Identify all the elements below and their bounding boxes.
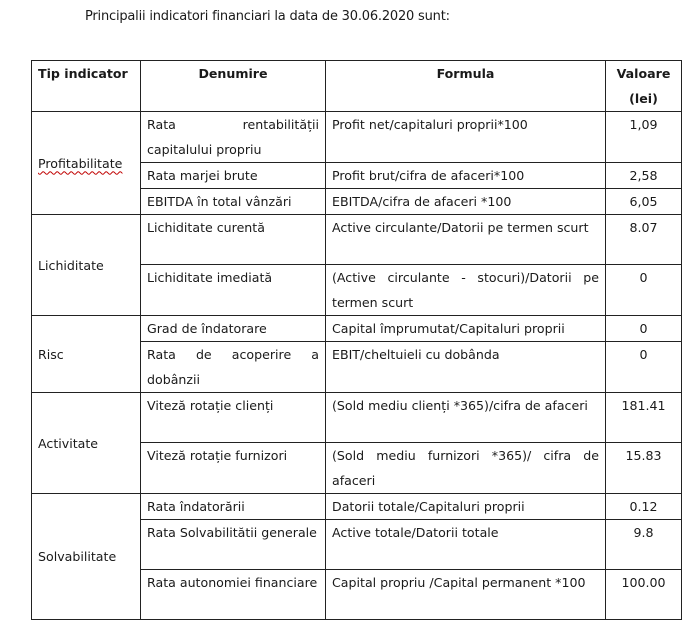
formula-cell: (Active circulante - stocuri)/Datorii pe termen scurt: [326, 265, 606, 316]
value-cell: 2,58: [606, 163, 682, 189]
value-cell: 0.12: [606, 494, 682, 520]
name-cell: EBITDA în total vânzări: [141, 189, 326, 215]
value-cell: 9.8: [606, 520, 682, 570]
value-cell: 0: [606, 265, 682, 316]
name-cell: Lichiditate curentă: [141, 215, 326, 265]
value-cell: 100.00: [606, 570, 682, 620]
value-cell: 0: [606, 316, 682, 342]
table-row: [32, 494, 682, 520]
name-cell: Rata autonomiei financiare: [141, 570, 326, 620]
formula-cell: Capital împrumutat/Capitaluri proprii: [326, 316, 606, 342]
intro-text: Principalii indicatori financiari la data de 30.06.2020 sunt:: [85, 9, 450, 24]
name-cell: Rata îndatorării: [141, 494, 326, 520]
name-cell: Rata marjei brute: [141, 163, 326, 189]
value-cell: 181.41: [606, 393, 682, 443]
formula-cell: Profit net/capitaluri proprii*100: [326, 112, 606, 163]
formula-cell: Active circulante/Datorii pe termen scurt: [326, 215, 606, 265]
table-row: [32, 112, 682, 163]
type-label: Profitabilitate: [38, 155, 123, 171]
name-cell: Rata de acoperire a dobânzii: [141, 342, 326, 393]
name-cell: Rata Solvabilitătii generale: [141, 520, 326, 570]
name-cell: Rata rentabilității capitalului propriu: [141, 112, 326, 163]
table-row: [32, 316, 682, 342]
name-cell: Lichiditate imediată: [141, 265, 326, 316]
name-cell: Viteză rotație furnizori: [141, 443, 326, 494]
value-cell: 0: [606, 342, 682, 393]
table-row: [32, 393, 682, 443]
type-cell: Risc: [32, 316, 141, 393]
formula-cell: (Sold mediu furnizori *365)/ cifra de afaceri: [326, 443, 606, 494]
formula-cell: (Sold mediu clienți *365)/cifra de afaceri: [326, 393, 606, 443]
formula-cell: Datorii totale/Capitaluri proprii: [326, 494, 606, 520]
table-row: [32, 215, 682, 265]
type-cell: [32, 112, 141, 215]
formula-cell: EBIT/cheltuieli cu dobânda: [326, 342, 606, 393]
formula-cell: Capital propriu /Capital permanent *100: [326, 570, 606, 620]
header-name: Denumire: [141, 61, 326, 112]
formula-cell: Profit brut/cifra de afaceri*100: [326, 163, 606, 189]
header-value: Valoare (lei): [606, 61, 682, 112]
name-cell: Grad de îndatorare: [141, 316, 326, 342]
value-cell: 1,09: [606, 112, 682, 163]
type-cell: Solvabilitate: [32, 494, 141, 620]
type-cell: Activitate: [32, 393, 141, 494]
type-cell: Lichiditate: [32, 215, 141, 316]
header-type: Tip indicator: [32, 61, 141, 112]
value-cell: 6,05: [606, 189, 682, 215]
value-cell: 15.83: [606, 443, 682, 494]
formula-cell: Active totale/Datorii totale: [326, 520, 606, 570]
header-formula: Formula: [326, 61, 606, 112]
header-row: [32, 61, 682, 112]
financial-indicators-table: [31, 60, 682, 620]
formula-cell: EBITDA/cifra de afaceri *100: [326, 189, 606, 215]
name-cell: Viteză rotație clienți: [141, 393, 326, 443]
value-cell: 8.07: [606, 215, 682, 265]
